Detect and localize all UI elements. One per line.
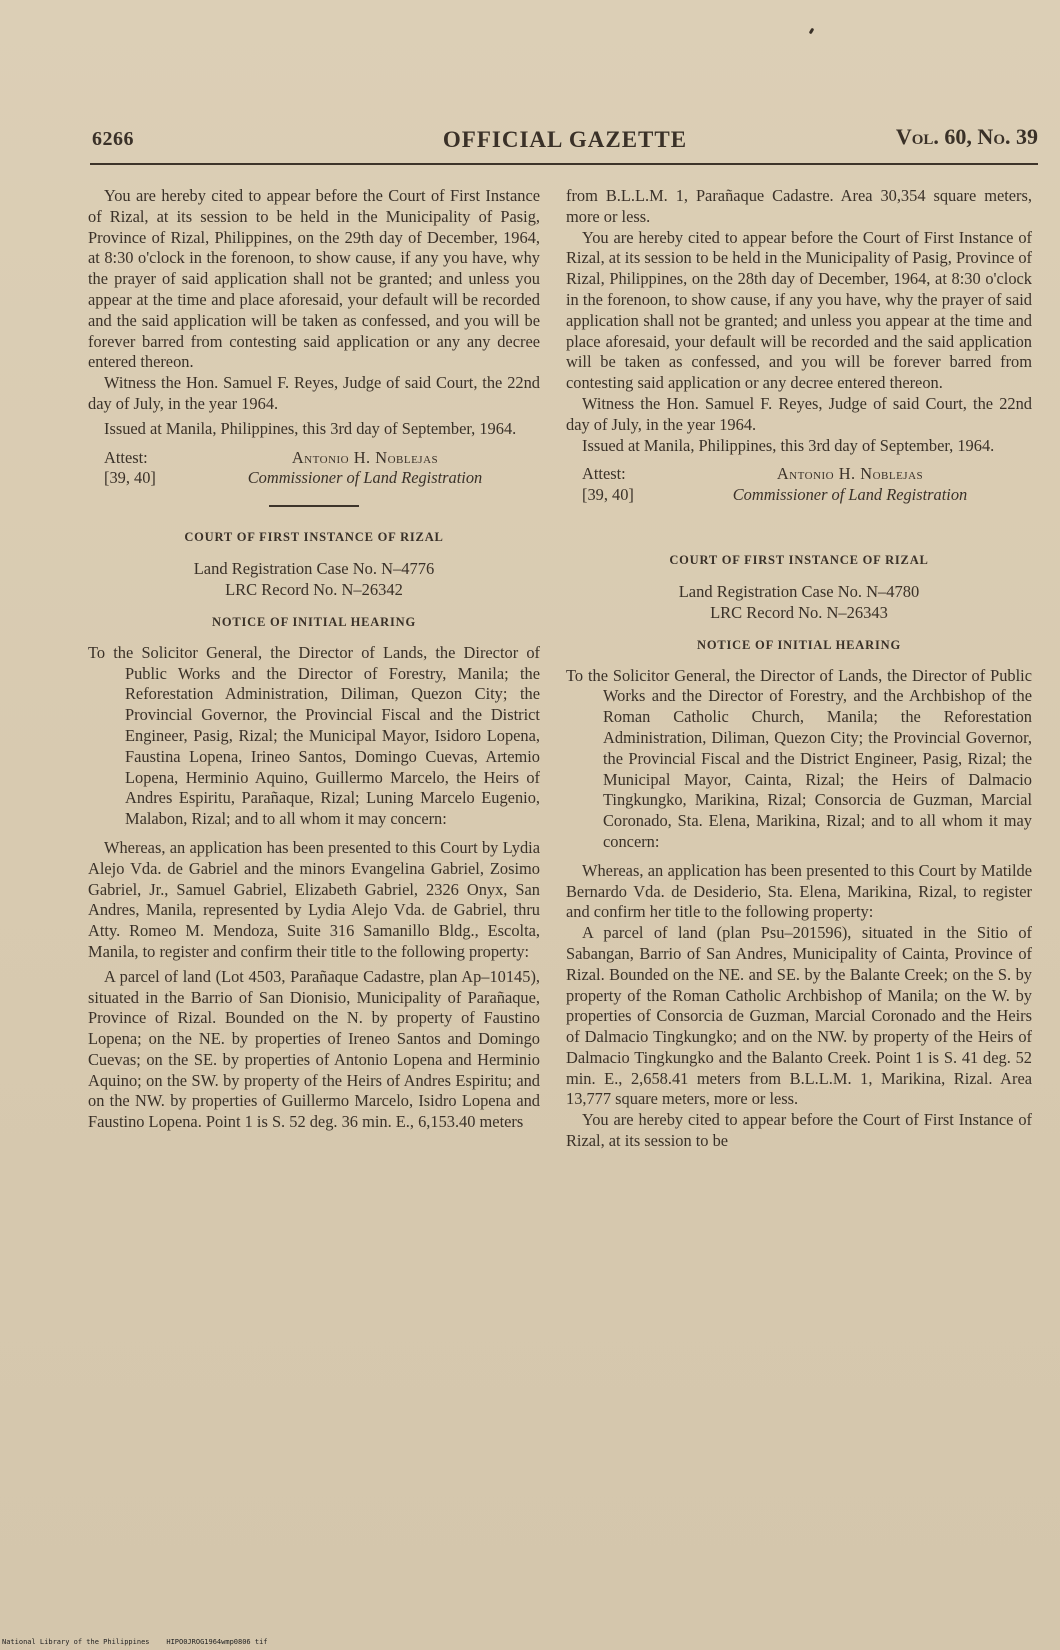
parcel-paragraph: A parcel of land (Lot 4503, Parañaque Cadastre, plan Ap–10145), situated in the Barrio of San Dionisio, Municipality of Parañaque, Province of Rizal. Bounded on the N. by property of Faustino Lopena; on the NE. by properties of Ireneo Santos and Domingo Cuevas; on the SE. by properties of Antonio Lopena and Herminio Aquino; on the SW. by property of the Heirs of Andres Espiritu; and on the NW. by properties of Guillermo Marcelo, Isidro Lopena and Faustino Lopena. Point 1 is S. 52 deg. 36 min. E., 6,153.40 meters bbox=[88, 966, 540, 1132]
address-paragraph: To the Solicitor General, the Director of Lands, the Director of Public Works and the Director of Forestry, and the Archbishop of the Roman Catholic Church, Manila; the Reforestation Administration, Diliman, Quezon City; the Provincial Governor, the Provincial Fiscal and the District Engineer, Pasig, Rizal; the Municipal Mayor, Cainta, Rizal; the Heirs of Dalmacio Tingkungko, Marikina, Rizal; Consorcia de Guzman, Marcial Coronado, Sta. Elena, Marikina, Rizal; and to all whom it may concern: bbox=[566, 665, 1032, 851]
notice-heading: NOTICE OF INITIAL HEARING bbox=[697, 637, 901, 652]
application-paragraph: Whereas, an application has been presented to this Court by Matilde Bernardo Vda. de Desiderio, Sta. Elena, Marikina, Rizal, to register and confirm her title to the following property: bbox=[566, 860, 1032, 922]
header-rule bbox=[90, 163, 1038, 165]
ink-speck bbox=[809, 28, 815, 35]
record-number: LRC Record No. N–26343 bbox=[710, 602, 888, 622]
issued-paragraph: Issued at Manila, Philippines, this 3rd day of September, 1964. bbox=[104, 418, 517, 438]
witness-paragraph: Witness the Hon. Samuel F. Reyes, Judge of said Court, the 22nd day of July, in the year 1964. bbox=[88, 373, 540, 413]
page-header bbox=[92, 124, 1038, 158]
attest-block bbox=[566, 464, 1032, 506]
notice-heading: NOTICE OF INITIAL HEARING bbox=[212, 614, 416, 629]
court-heading: COURT OF FIRST INSTANCE OF RIZAL bbox=[669, 552, 929, 567]
attest-label: Attest: bbox=[104, 447, 148, 467]
case-number: Land Registration Case No. N–4776 bbox=[193, 558, 435, 578]
witness-paragraph: Witness the Hon. Samuel F. Reyes, Judge of said Court, the 22nd day of July, in the year 1964. bbox=[566, 393, 1032, 434]
signatory-title: Commissioner of Land Registration bbox=[247, 468, 483, 488]
case-number: Land Registration Case No. N–4780 bbox=[678, 581, 920, 601]
attest-reference: [39, 40] bbox=[582, 485, 634, 505]
page-number: 6266 bbox=[92, 128, 134, 150]
parcel-paragraph: A parcel of land (plan Psu–201596), situated in the Sitio of Sabangan, Barrio of San Andres, Municipality of Cainta, Province of Rizal. Bounded on the NE. and SE. by the Balante Creek; on the S. by property of the Roman Catholic Archbishop of Manila; on the W. by properties of Consorcia de Guzman, Marcial Coronado and the Heirs of Dalmacio Tingkungko; and on the NW. by property of the Heirs of Dalmacio Tingkungko and the Balanto Creek. Point 1 is S. 41 deg. 52 min. E., 2,658.41 meters from B.L.L.M. 1, Marikina, Rizal. Area 13,777 square meters, more or less. bbox=[566, 923, 1032, 1109]
signatory-title: Commissioner of Land Registration bbox=[732, 485, 968, 505]
volume-number: Vol. 60, No. 39 bbox=[895, 124, 1038, 149]
citation-paragraph: You are hereby cited to appear before the Court of First Instance of Rizal, at its session to be held in the Municipality of Pasig, Province of Rizal, Philippines, on the 28th day of December, 1964, at 8:30 o'clock in the forenoon, to show cause, if any you have, why the prayer of said application shall not be granted; and unless you appear at the time and place aforesaid, your default will be recorded and the said application will be taken as confessed, and you will be forever barred from contesting said application or any decree entered thereon. bbox=[566, 227, 1032, 393]
attest-block bbox=[88, 448, 540, 490]
application-paragraph: Whereas, an application has been presented to this Court by Lydia Alejo Vda. de Gabriel and the minors Evangelina Gabriel, Zosimo Gabriel, Jr., Samuel Gabriel, Elizabeth Gabriel, 2326 Onyx, San Andres, Manila, represented by Lydia Alejo Vda. de Gabriel, thru Atty. Romeo M. Mendoza, Suite 316 Samanillo Bldg., Escolta, Manila, to register and confirm their title to the following property: bbox=[88, 837, 540, 961]
attest-reference: [39, 40] bbox=[104, 468, 156, 488]
address-paragraph: To the Solicitor General, the Director of Lands, the Director of Public Works and the Director of Forestry, Manila; the Reforestation Administration, Diliman, Quezon City; the Provincial Governor, the Provincial Fiscal and the District Engineer, Pasig, Rizal; the Municipal Mayor, Isidoro Lopena, Faustina Lopena, Irineo Santos, Domingo Cuevas, Artemio Lopena, Herminio Aquino, Guillermo Marcelo, the Heirs of Andres Espiritu, Parañaque, Rizal; Luning Marcelo Eugenio, Malabon, Rizal; and to all whom it may concern: bbox=[88, 642, 540, 829]
record-number: LRC Record No. N–26342 bbox=[225, 579, 403, 599]
citation-paragraph: You are hereby cited to appear before the Court of First Instance of Rizal, at its session to be held in the Municipality of Pasig, Province of Rizal, Philippines, on the 29th day of December, 1964, at 8:30 o'clock in the forenoon, to show cause, if any you have, why the prayer of said application shall not be granted; and unless you appear at the time and place aforesaid, your default will be recorded and the said application will be taken as confessed, and you will be forever barred from contesting said application or any any decree entered thereon. bbox=[88, 186, 540, 372]
citation-paragraph-continued: You are hereby cited to appear before the Court of First Instance of Rizal, at its session to be bbox=[566, 1110, 1032, 1151]
signatory-name: Antonio H. Noblejas bbox=[776, 464, 924, 484]
attest-label: Attest: bbox=[582, 464, 626, 484]
scan-footer: National Library of the Philippines HIPO0JROG1964wmp0806 tif bbox=[2, 1638, 268, 1646]
signatory-name: Antonio H. Noblejas bbox=[291, 447, 439, 467]
section-divider bbox=[269, 505, 359, 507]
right-column bbox=[566, 186, 1032, 1152]
issued-paragraph: Issued at Manila, Philippines, this 3rd day of September, 1964. bbox=[582, 435, 995, 455]
court-heading: COURT OF FIRST INSTANCE OF RIZAL bbox=[184, 530, 444, 545]
continued-paragraph: from B.L.L.M. 1, Parañaque Cadastre. Area 30,354 square meters, more or less. bbox=[566, 186, 1032, 226]
left-column bbox=[88, 186, 540, 1133]
publication-title: OFFICIAL GAZETTE bbox=[442, 127, 688, 152]
